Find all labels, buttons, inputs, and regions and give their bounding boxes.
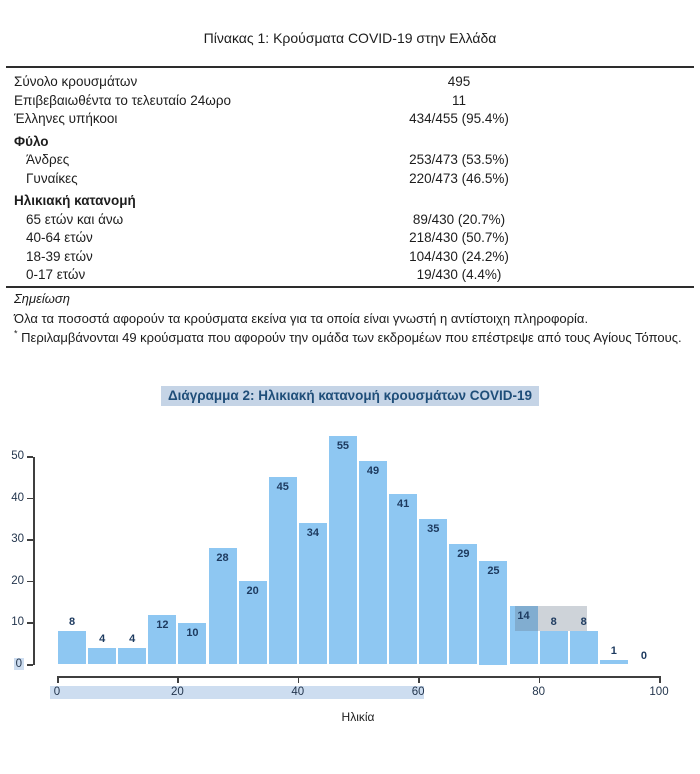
row-label: Φύλο: [14, 133, 49, 149]
histogram-bar: [449, 544, 477, 665]
y-axis-tick: [27, 498, 33, 500]
table-title: Πίνακας 1: Κρούσματα COVID-19 στην Ελλάδα: [203, 30, 497, 46]
row-value: 253/473 (53.5%): [409, 152, 509, 167]
histogram-bar: [540, 631, 568, 664]
bar-value-label: 35: [427, 522, 440, 535]
row-label: Γυναίκες: [26, 170, 78, 186]
y-axis-tick-label: 10: [11, 616, 24, 629]
y-axis-tick-label: 50: [11, 450, 24, 462]
row-label: 65 ετών και άνω: [26, 211, 124, 227]
x-axis-tick: [177, 676, 179, 683]
histogram-bar: [329, 436, 357, 665]
x-axis-tick-label: 60: [411, 686, 425, 698]
row-label: 0-17 ετών: [26, 267, 86, 282]
bar-value-label: 10: [186, 626, 199, 639]
histogram-bar: [209, 548, 237, 664]
histogram-bar: [389, 494, 417, 665]
bar-value-label: 45: [276, 481, 289, 494]
chart-title: Διάγραμμα 2: Ηλικιακή κατανομή κρουσμάτων COVID-19: [0, 386, 700, 406]
y-axis-tick: [27, 539, 33, 541]
bar-value-label: 8: [550, 616, 557, 629]
y-axis-tick-label: 20: [11, 574, 24, 587]
y-axis-tick: [27, 456, 33, 458]
bar-value-label: 8: [68, 616, 76, 629]
bar-value-label: 29: [457, 547, 470, 560]
histogram-bar: [269, 477, 297, 664]
row-value: 495: [447, 74, 471, 89]
row-value: 434/455 (95.4%): [409, 111, 509, 126]
x-axis-tick-label: 100: [649, 686, 669, 698]
histogram-bar: [58, 631, 86, 664]
row-value: 89/430 (20.7%): [412, 211, 506, 227]
bar-value-label: 25: [487, 564, 500, 577]
note-line-2: * Περιλαμβάνονται 49 κρούσματα που αφορούν την ομάδα των εκδρομέων που επέστρεψε από τους Αγίους Τόπους.: [14, 328, 682, 345]
row-value: 11: [451, 92, 466, 108]
bar-value-label: 55: [336, 439, 350, 452]
row-label: 40-64 ετών: [26, 230, 93, 245]
bar-value-label: 34: [306, 527, 319, 540]
bar-value-label: 4: [99, 632, 106, 645]
y-axis-tick-label: 40: [11, 491, 24, 504]
row-value: 104/430 (24.2%): [409, 248, 509, 264]
histogram-bar: [299, 523, 327, 664]
histogram-bar: [88, 648, 116, 665]
bar-value-label: 12: [156, 618, 169, 631]
y-axis-tick: [27, 581, 33, 583]
row-value: 19/430 (4.4%): [416, 267, 502, 282]
bar-value-label: 8: [580, 616, 587, 629]
bar-value-label: 28: [216, 552, 229, 565]
y-axis-tick: [27, 664, 33, 666]
row-label: 18-39 ετών: [26, 248, 93, 264]
bar-value-label: 49: [366, 464, 380, 477]
x-axis-tick: [298, 676, 300, 683]
note-heading: Σημείωση: [14, 291, 70, 306]
row-value: 218/430 (50.7%): [409, 230, 509, 245]
x-axis-tick-label: 40: [291, 686, 305, 698]
bar-value-label: 20: [246, 585, 259, 598]
row-label: Σύνολο κρουσμάτων: [14, 74, 138, 89]
bar-value-label: 1: [610, 645, 617, 658]
x-axis-title: Ηλικία: [341, 710, 375, 724]
row-label: Έλληνες υπήκοοι: [14, 111, 118, 126]
y-axis-tick-label: 30: [11, 533, 24, 546]
bar-value-label: 4: [129, 632, 136, 645]
histogram-bar: [118, 648, 146, 665]
bar-value-label: 0: [640, 649, 647, 662]
x-axis-tick: [57, 676, 59, 683]
note-line-1: Όλα τα ποσοστά αφορούν τα κρούσματα εκείνα για τα οποία είναι γνωστή η αντίστοιχη πληροφορία.: [14, 310, 589, 326]
x-axis-tick-label: 80: [532, 686, 545, 698]
bar-value-label: 14: [517, 610, 530, 623]
footnote-asterisk: *: [14, 328, 18, 339]
y-axis-tick-label: 0: [15, 658, 22, 670]
histogram-bar: [570, 631, 598, 664]
x-axis-line: [57, 676, 659, 678]
row-label: Άνδρες: [26, 152, 70, 167]
row-label: Ηλικιακή κατανομή: [14, 193, 136, 208]
histogram-bar: [419, 519, 447, 665]
x-axis-tick: [659, 676, 661, 683]
y-axis-tick: [27, 622, 33, 624]
histogram-bar: [359, 461, 387, 665]
x-axis-tick-label: 0: [53, 686, 61, 698]
x-axis-tick-label: 20: [170, 686, 184, 698]
bar-value-label: 41: [397, 497, 410, 510]
y-axis-line: [33, 457, 35, 665]
row-value: 220/473 (46.5%): [409, 170, 509, 186]
x-axis-highlight-band: [50, 686, 424, 700]
histogram-bar: [600, 660, 628, 664]
row-label: Επιβεβαιωθέντα το τελευταίο 24ωρο: [14, 92, 232, 108]
x-axis-tick: [539, 676, 541, 683]
x-axis-tick: [418, 676, 420, 683]
